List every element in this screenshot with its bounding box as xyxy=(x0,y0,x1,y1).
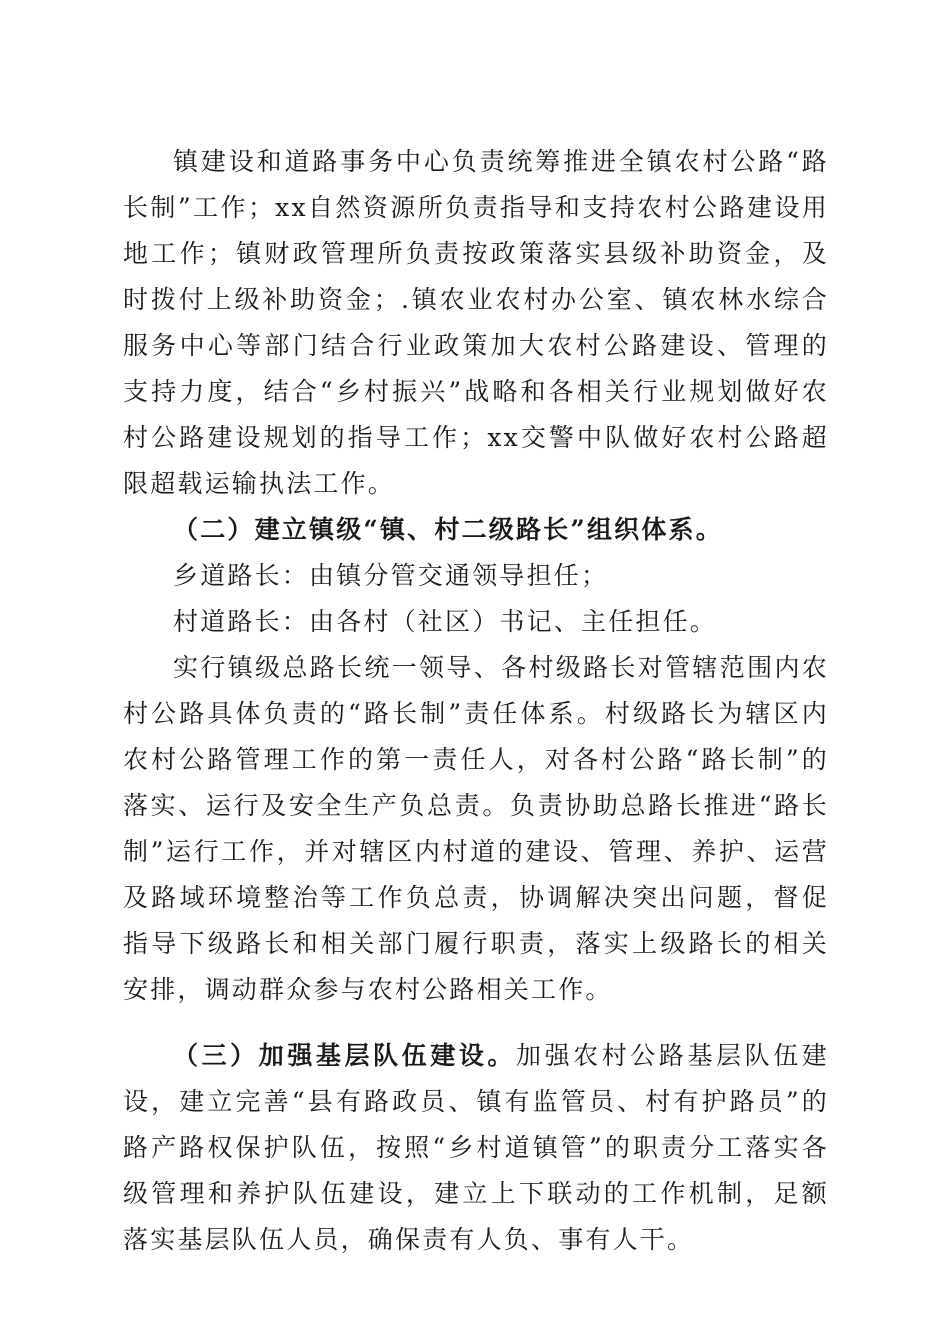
section-heading-3: （三）加强基层队伍建设。 xyxy=(173,1041,516,1070)
paragraph-township-road-chief: 乡道路长：由镇分管交通领导担任； xyxy=(173,561,609,590)
paragraph-responsibility-system: 实行镇级总路长统一领导、各村级路长对管辖范围内农村公路具体负责的“路长制”责任体系。村级路长为辖区内农村公路管理工作的第一责任人，对各村公路“路长制”的落实、运行及安全生产负总责。负责协助总路长推进“路长制”运行工作，并对辖区内村道的建设、管理、养护、运营及路域环境整治等工作负总责，协调解决突出问题，督促指导下级路长和相关部门履行职责，落实上级路长的相关安排，调动群众参与农村公路相关工作。 xyxy=(123,653,829,1004)
section-heading-2: （二）建立镇级“镇、村二级路长”组织体系。 xyxy=(173,515,723,544)
paragraph-responsibilities: 镇建设和道路事务中心负责统筹推进全镇农村公路“路长制”工作；xx自然资源所负责指导和支持农村公路建设用地工作；镇财政管理所负责按政策落实县级补助资金，及时拨付上级补助资金；.镇农业农村办公室、镇农林水综合服务中心等部门结合行业政策加大农村公路建设、管理的支持力度，结合“乡村振兴”战略和各相关行业规划做好农村公路建设规划的指导工作；xx交警中队做好农村公路超限超载运输执法工作。 xyxy=(123,147,829,498)
paragraph-village-road-chief: 村道路长：由各村（社区）书记、主任担任。 xyxy=(173,607,718,636)
paragraph-gap xyxy=(123,1013,829,1033)
section-3-body: 加强农村公路基层队伍建设，建立完善“县有路政员、镇有监管员、村有护路员”的路产路权保护队伍，按照“乡村道镇管”的职责分工落实各级管理和养护队伍建设，建立上下联动的工作机制，足额落实基层队伍人员，确保责有人负、事有人干。 xyxy=(123,1041,829,1254)
document-body xyxy=(123,139,829,1263)
paragraph-section-3 xyxy=(123,1033,829,1263)
